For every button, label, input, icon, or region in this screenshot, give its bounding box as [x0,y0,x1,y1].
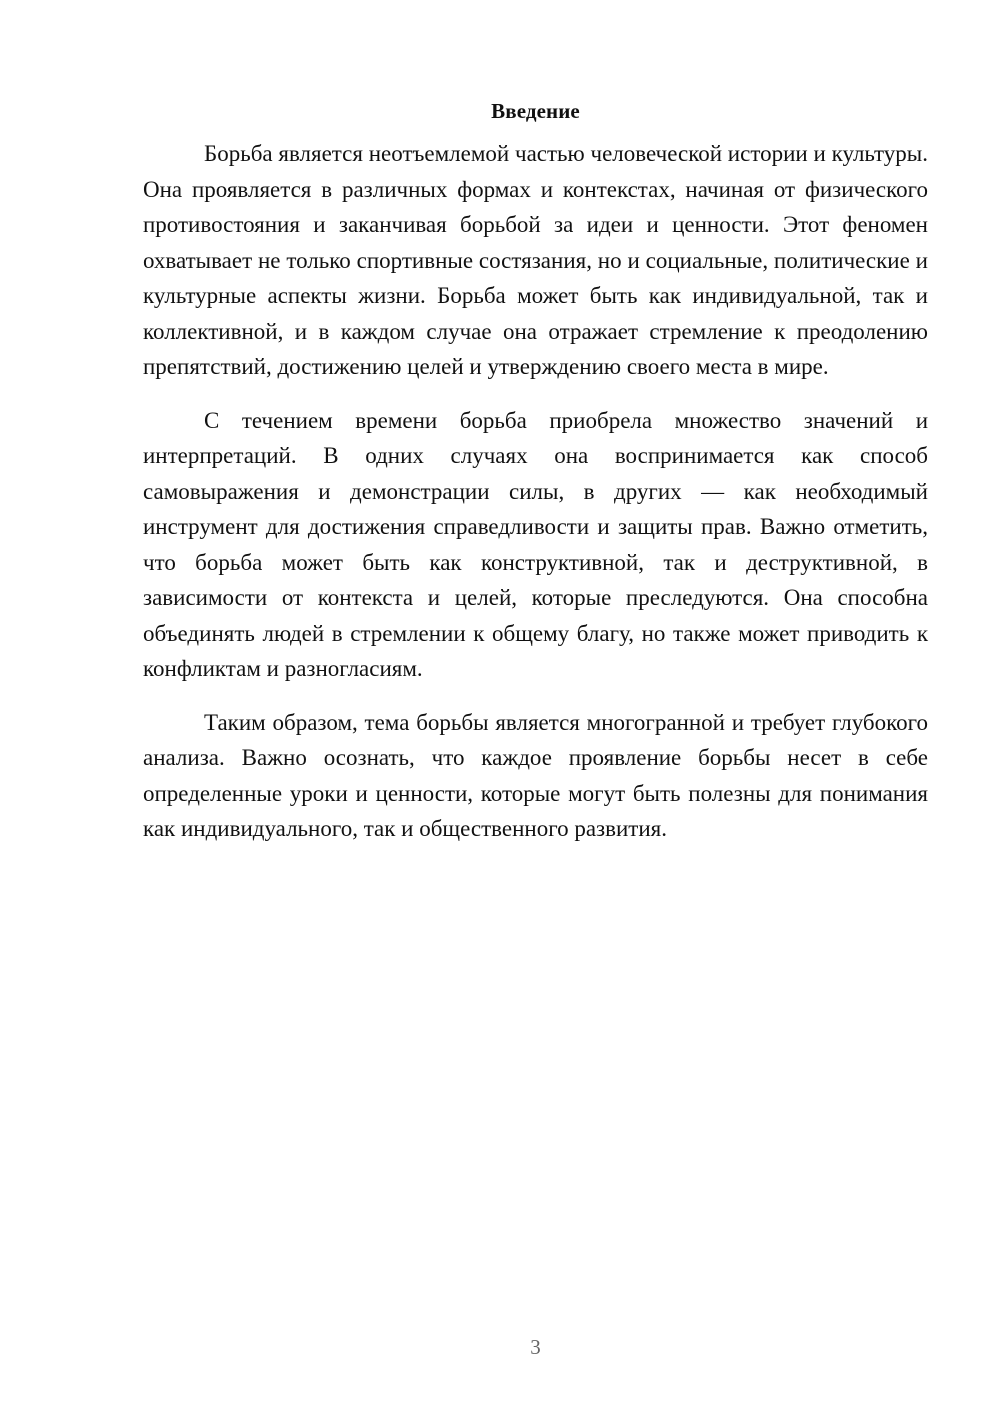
page-content [143,96,928,865]
section-title: Введение [491,99,580,123]
paragraph-3: Таким образом, тема борьбы является многогранной и требует глубокого анализа. Важно осознать, что каждое проявление борьбы несет в себе определенные уроки и ценности, которые могут быть полезны для понимания как индивидуального, так и общественного развития. [143,709,928,841]
paragraph-2: С течением времени борьба приобрела множество значений и интерпретаций. В одних случаях она воспринимается как способ самовыражения и демонстрации силы, в других — как необходимый инструмент для достижения справедливости и защиты прав. Важно отметить, что борьба может быть как конструктивной, так и деструктивной, в зависимости от контекста и целей, которые преследуются. Она способна объединять людей в стремлении к общему благу, но также может приводить к конфликтам и разногласиям. [143,407,928,681]
paragraph-1: Борьба является неотъемлемой частью человеческой истории и культуры. Она проявляется в различных формах и контекстах, начиная от физического противостояния и заканчивая борьбой за идеи и ценности. Этот феномен охватывает не только спортивные состязания, но и социальные, политические и культурные аспекты жизни. Борьба может быть как индивидуальной, так и коллективной, и в каждом случае она отражает стремление к преодолению препятствий, достижению целей и утверждению своего места в мире. [143,141,928,379]
page-number: 3 [530,1335,541,1359]
